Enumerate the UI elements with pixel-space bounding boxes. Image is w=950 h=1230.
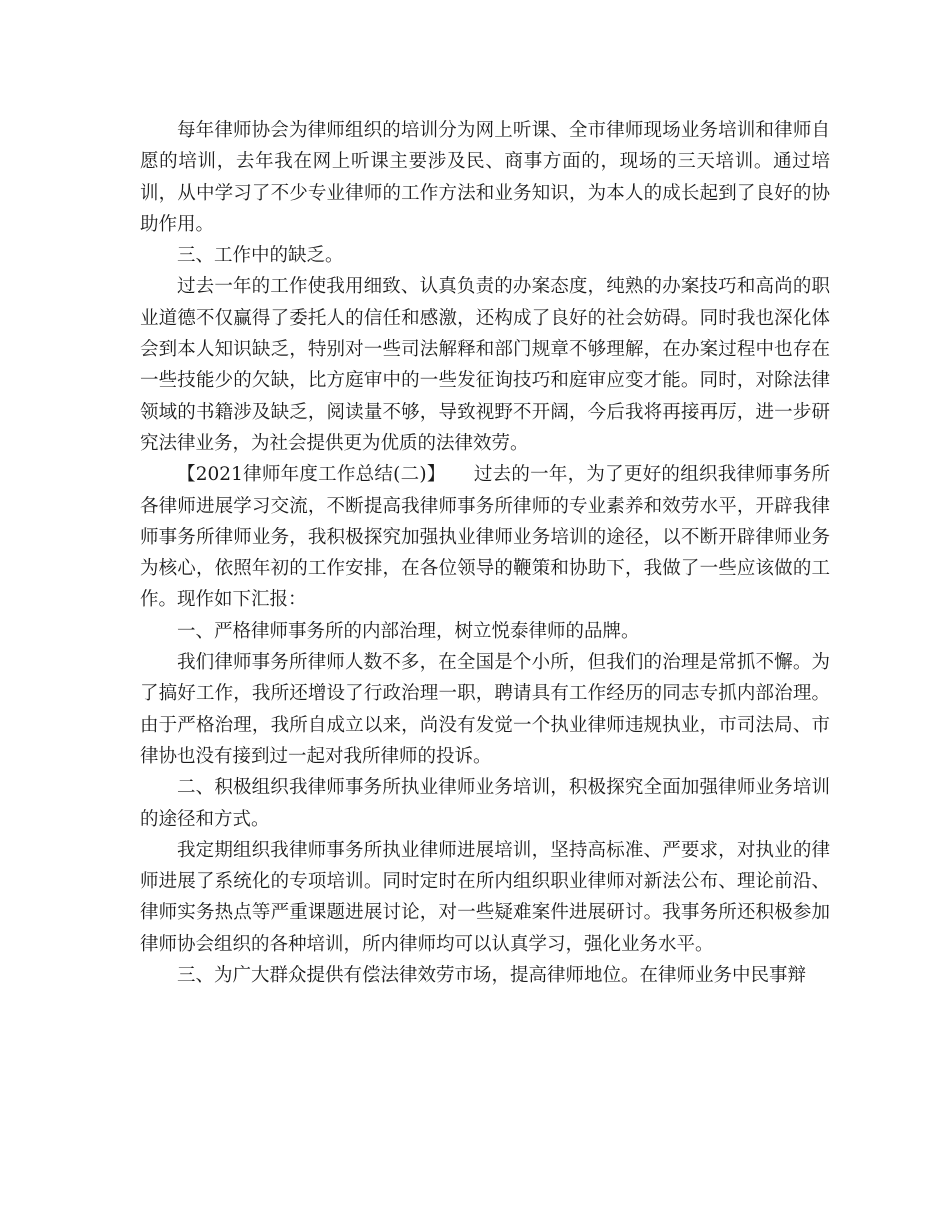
paragraph-internal-management: 我们律师事务所律师人数不多，在全国是个小所，但我们的治理是常抓不懈。为了搞好工作，我所还增设了行政治理一职，聘请具有工作经历的同志专抓内部治理。由于严格治理，我所自成立以来，尚没有发觉一个执业律师违规执业，市司法局、市律协也没有接到过一起对我所律师的投诉。 bbox=[140, 652, 830, 767]
paragraph-business-training: 我定期组织我律师事务所执业律师进展培训，坚持高标准、严要求，对执业的律师进展了系统化的专项培训。同时定时在所内组织职业律师对新法公布、理论前沿、律师实务热点等严重课题进展讨论，对一些疑难案件进展研讨。我事务所还积极参加律师协会组织的各种培训，所内律师均可以认真学习，强化业务水平。 bbox=[140, 839, 830, 955]
paragraph-training: 每年律师协会为律师组织的培训分为网上听课、全市律师现场业务培训和律师自愿的培训，去年我在网上听课主要涉及民、商事方面的，现场的三天培训。通过培训，从中学习了不少专业律师的工作方法和业务知识，为本人的成长起到了良好的协助作用。 bbox=[140, 120, 830, 235]
heading-shortcomings: 三、工作中的缺乏。 bbox=[177, 245, 344, 267]
heading-business-training: 二、积极组织我律师事务所执业律师业务培训，积极探究全面加强律师业务培训的途径和方式。 bbox=[140, 777, 830, 830]
paragraph-summary-two-intro: 【2021律师年度工作总结(二)】 过去的一年，为了更好的组织我律师事务所各律师进展学习交流，不断提高我律师事务所律师的专业素养和效劳水平，开辟我律师事务所律师业务，我积极探究加强执业律师业务培训的途径，以不断开辟律师业务为核心，依照年初的工作安排，在各位领导的鞭策和协助下，我做了一些应该做的工作。现作如下汇报： bbox=[140, 464, 830, 611]
document-body bbox=[140, 115, 830, 991]
paragraph-shortcomings: 过去一年的工作使我用细致、认真负责的办案态度，纯熟的办案技巧和高尚的职业道德不仅赢得了委托人的信任和感激，还构成了良好的社会妨碍。同时我也深化体会到本人知识缺乏，特别对一些司法解释和部门规章不够理解，在办案过程中也存在一些技能少的欠缺，比方庭审中的一些发征询技巧和庭审应变才能。同时，对除法律领域的书籍涉及缺乏，阅读量不够，导致视野不开阔，今后我将再接再厉，进一步研究法律业务，为社会提供更为优质的法律效劳。 bbox=[140, 276, 830, 454]
paragraph-legal-services: 三、为广大群众提供有偿法律效劳市场，提高律师地位。在律师业务中民事辩 bbox=[177, 965, 807, 987]
heading-internal-management: 一、严格律师事务所的内部治理，树立悦泰律师的品牌。 bbox=[177, 620, 640, 642]
